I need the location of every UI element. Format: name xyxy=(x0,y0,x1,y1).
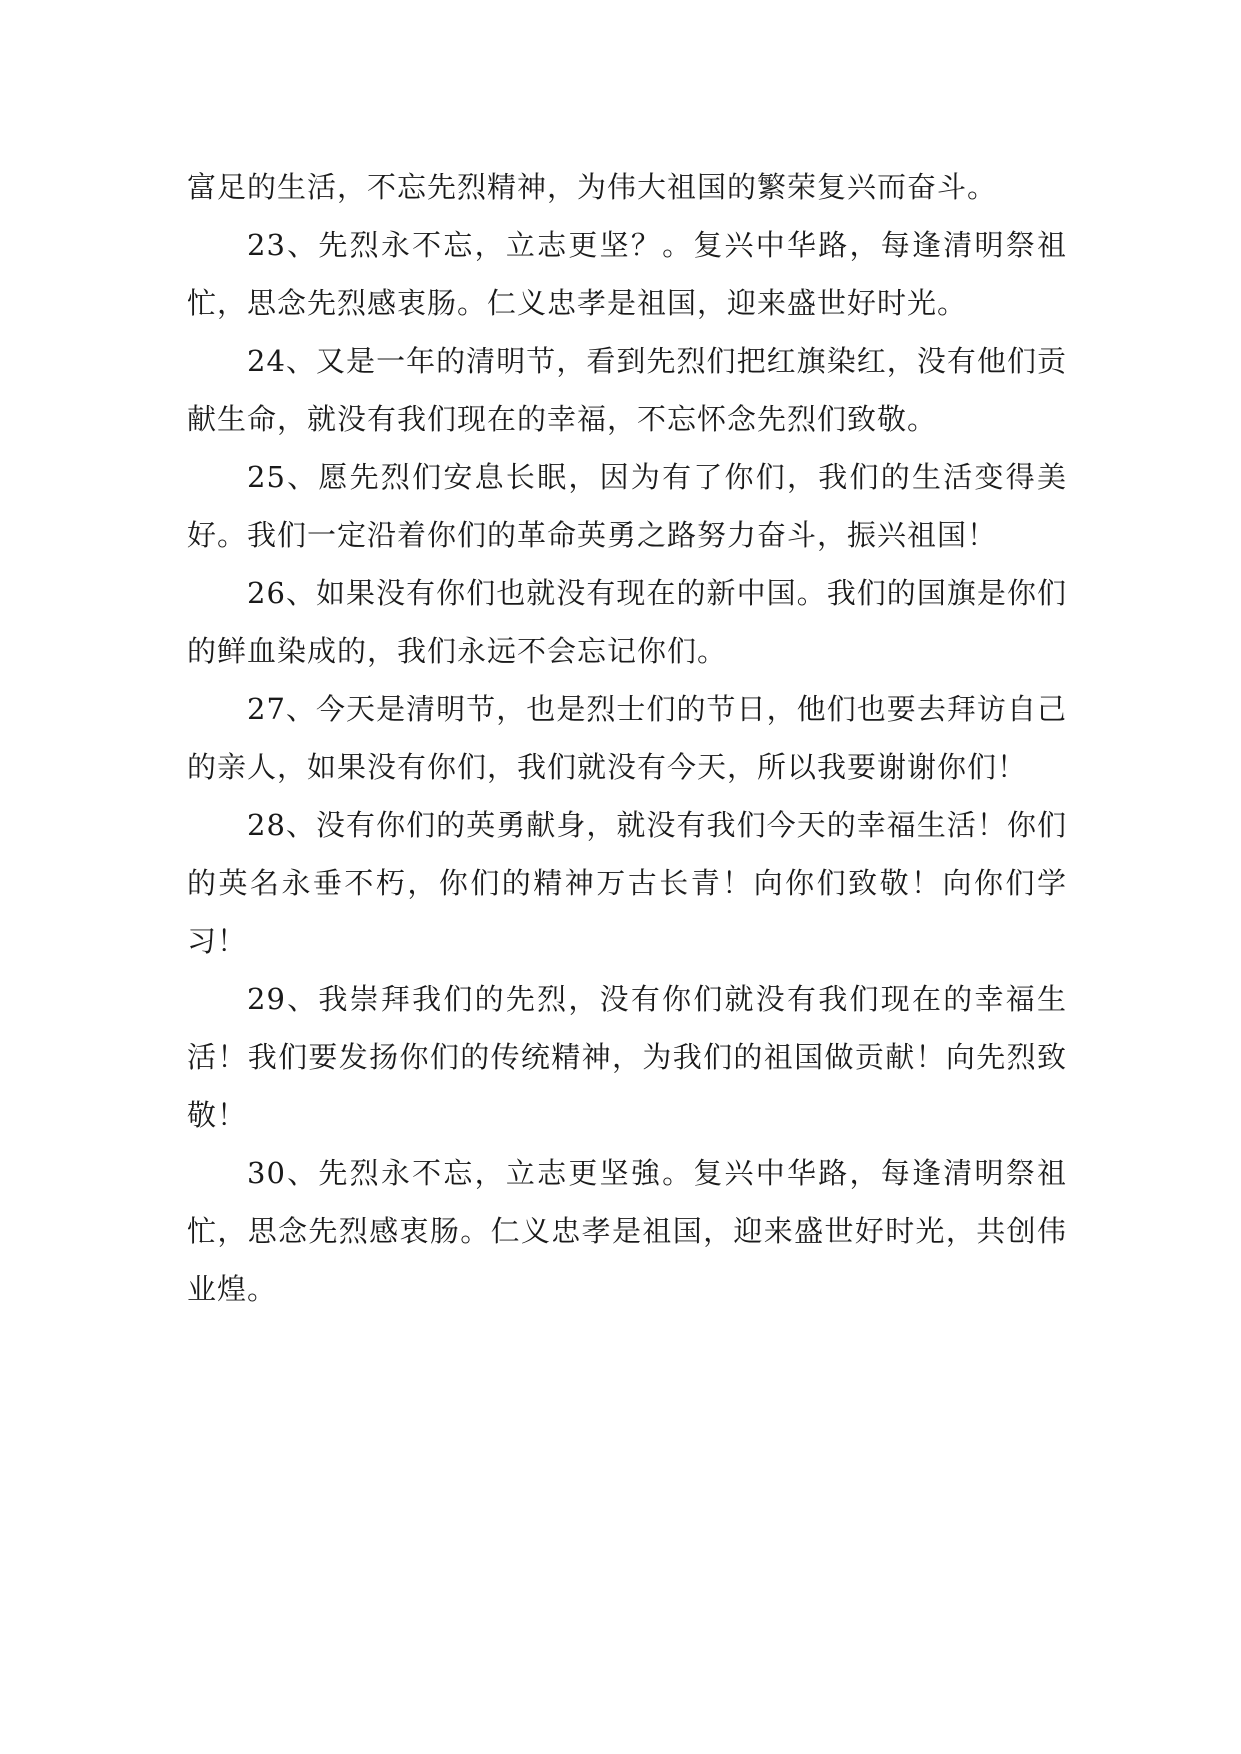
paragraph-item-24: 24、又是一年的清明节，看到先烈们把红旗染红，没有他们贡献生命，就没有我们现在的幸福，不忘怀念先烈们致敬。 xyxy=(187,344,1067,436)
paragraph-item-25: 25、愿先烈们安息长眠，因为有了你们，我们的生活变得美好。我们一定沿着你们的革命英勇之路努力奋斗，振兴祖国！ xyxy=(187,460,1067,552)
paragraph-item-29: 29、我崇拜我们的先烈，没有你们就没有我们现在的幸福生活！我们要发扬你们的传统精神，为我们的祖国做贡献！向先烈致敬！ xyxy=(187,982,1067,1132)
paragraph-item-28: 28、没有你们的英勇献身，就没有我们今天的幸福生活！你们的英名永垂不朽，你们的精神万古长青！向你们致敬！向你们学习！ xyxy=(187,808,1067,958)
paragraph-item-30: 30、先烈永不忘，立志更坚強。复兴中华路，每逢清明祭祖忙，思念先烈感衷肠。仁义忠孝是祖国，迎来盛世好时光，共创伟业煌。 xyxy=(187,1156,1067,1306)
paragraph-continuation: 富足的生活，不忘先烈精神，为伟大祖国的繁荣复兴而奋斗。 xyxy=(187,170,998,204)
paragraph-item-27: 27、今天是清明节，也是烈士们的节日，他们也要去拜访自己的亲人，如果没有你们，我们就没有今天，所以我要谢谢你们！ xyxy=(187,692,1067,784)
paragraph-item-26: 26、如果没有你们也就没有现在的新中国。我们的国旗是你们的鲜血染成的，我们永远不会忘记你们。 xyxy=(187,576,1067,668)
paragraph-item-23: 23、先烈永不忘，立志更坚？。复兴中华路，每逢清明祭祖忙，思念先烈感衷肠。仁义忠孝是祖国，迎来盛世好时光。 xyxy=(187,228,1067,320)
document-page xyxy=(187,158,1067,1318)
